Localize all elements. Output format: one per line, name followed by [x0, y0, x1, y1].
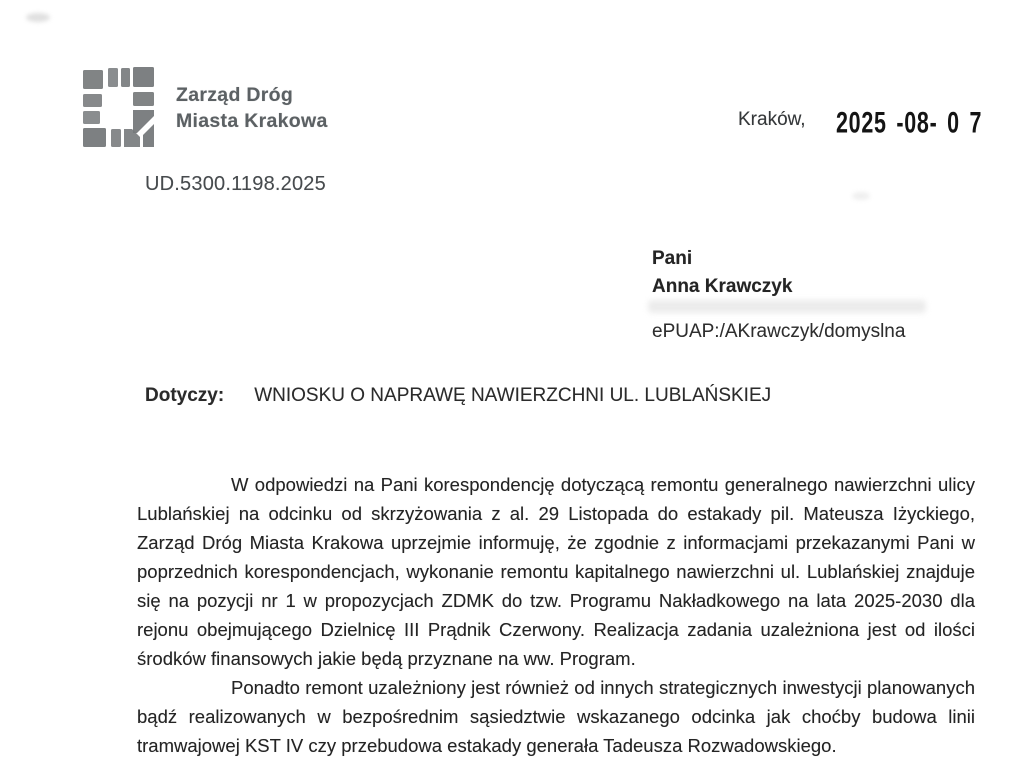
sender-org-line2: Miasta Krakowa [176, 110, 328, 132]
scan-smudge-mid-right [852, 192, 870, 200]
sender-org-line1: Zarząd Dróg [176, 84, 294, 106]
date-stamp: 2025 -08- 0 7 [836, 107, 983, 140]
redacted-address-smudge [648, 300, 926, 313]
recipient-salutation: Pani [652, 248, 693, 269]
recipient-epuap-address: ePUAP:/AKrawczyk/domyslna [652, 321, 906, 342]
letter-body [137, 470, 975, 760]
dateline-place: Kraków, [738, 109, 806, 130]
recipient-name: Anna Krawczyk [652, 276, 793, 297]
scan-smudge-top-left [26, 13, 50, 22]
body-paragraph-1: W odpowiedzi na Pani korespondencję dotyczącą remontu generalnego nawierzchni ulicy Lublańskiej na odcinku od skrzyżowania z al. 29 Listopada do estakady pil. Mateusza Iżyckiego, Zarząd Dróg Miasta Krakowa uprzejmie informuję, że zgodnie z informacjami przekazanymi Pani w poprzednich korespondencjach, wykonanie remontu kapitalnego nawierzchni ul. Lublańskiej znajduje się na pozycji nr 1 w propozycjach ZDMK do tzw. Programu Nakładkowego na lata 2025-2030 dla rejonu obejmującego Dzielnicę III Prądnik Czerwony. Realizacja zadania uzależniona jest od ilości środków finansowych jakie będą przyznane na ww. Program. [137, 474, 975, 669]
zdmk-logo-icon [82, 67, 162, 151]
recipient-block [652, 245, 905, 346]
subject-line [145, 385, 905, 407]
reference-number: UD.5300.1198.2025 [145, 173, 326, 195]
body-paragraph-2: Ponadto remont uzależniony jest również od innych strategicznych inwestycji planowanych bądź realizowanych w bezpośrednim sąsiedztwie wskazanego odcinka jak choćby budowa linii tramwajowej KST IV czy przebudowa estakady generała Tadeusza Rozwadowskiego. [137, 677, 975, 756]
sender-org-name [176, 82, 328, 134]
subject-label: Dotyczy: [145, 385, 225, 406]
subject-title: WNIOSKU O NAPRAWĘ NAWIERZCHNI UL. LUBLAŃSKIEJ [254, 385, 772, 406]
